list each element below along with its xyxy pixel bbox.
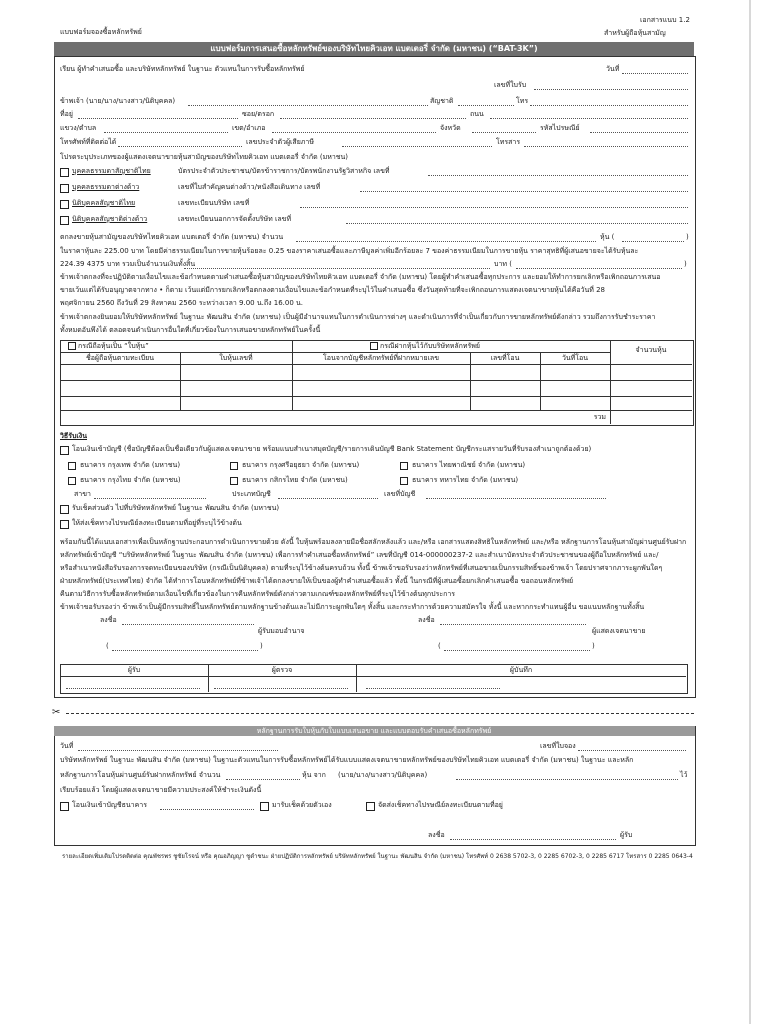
receipt-line-2-end: ไว้ [680, 771, 688, 779]
bank-bay-checkbox[interactable] [230, 462, 238, 470]
receipt-sign-label: ลงชื่อ [428, 831, 445, 839]
staff-col-recorder: ผู้บันทึก [509, 666, 533, 674]
total-amount-text: 224.39 4375 บาท รวมเป็นจำนวนเงินทั้งสิ้น [60, 260, 196, 268]
branch-field[interactable] [94, 498, 206, 499]
receipt-quantity-unit: หุ้น จาก [302, 771, 326, 779]
bank-bay-label: ธนาคาร กรุงศรีอยุธยา จำกัด (มหาชน) [242, 461, 360, 469]
agent-signature-field[interactable] [122, 624, 254, 625]
tel-label: โทร [516, 97, 529, 105]
receipt-transfer-label: โอนเงินเข้าบัญชีธนาคาร [72, 801, 147, 809]
staff-receiver-field[interactable] [66, 688, 200, 689]
type-label-foreign-juristic: นิติบุคคลสัญชาติต่างด้าว [72, 215, 148, 223]
scan-edge [749, 0, 751, 1024]
col-header-transfer-no: เลขที่โอน [490, 354, 520, 362]
province-label: จังหวัด [440, 124, 461, 132]
bank-kbank-checkbox[interactable] [230, 477, 238, 485]
sell-quantity-close: ) [686, 233, 689, 241]
sell-quantity-unit: หุ้น ( [600, 233, 615, 241]
receipt-holder-field[interactable] [456, 779, 678, 780]
receipt-holder-type: (นาย/นาง/นางสาว/นิติบุคคล) [338, 771, 428, 779]
seller-signature-field[interactable] [440, 624, 586, 625]
seller-sign-label: ลงชื่อ [418, 616, 435, 624]
share-certificate-checkbox[interactable] [68, 342, 76, 350]
receipt-mail-label: จัดส่งเช็คทางไปรษณีย์ลงทะเบียนตามที่อยู่ [378, 801, 503, 809]
price-text: ในราคาหุ้นละ 225.00 บาท โดยมีค่าธรรมเนียมในการขายหุ้นร้อยละ 0.25 ของราคาเสนอซื้อและภาษีมูลค่าเพิ่มอีกร้อยละ 7 ของค่าธรรมเนียมในการขายหุ้น ราคาสุทธิที่ผู้เสนอขายจะได้รับหุ้นละ [60, 247, 639, 255]
type-desc-thai-individual: บัตรประจำตัวประชาชน/บัตรข้าราชการ/บัตรพนักงานรัฐวิสาหกิจ เลขที่ [178, 167, 390, 175]
receipt-no-field[interactable] [578, 750, 686, 751]
tel-field[interactable] [530, 105, 688, 106]
branch-label: สาขา [74, 490, 91, 498]
agent-sign-label: ลงชื่อ [100, 616, 117, 624]
share-table-col-2 [292, 340, 293, 410]
payment-pickup-label: รับเช็คส่วนตัว ไปที่บริษัทหลักทรัพย์ ในฐานะ พัฒนสิน จำกัด (มหาชน) [72, 504, 280, 512]
seller-name-close: ) [592, 642, 595, 650]
bank-scb-checkbox[interactable] [400, 462, 408, 470]
postcode-field[interactable] [590, 132, 688, 133]
subdistrict-label: แขวง/ตำบล [60, 124, 97, 132]
share-table-row-line-1 [60, 380, 692, 381]
receipt-line-1: บริษัทหลักทรัพย์ ในฐานะ พัฒนสิน จำกัด (มหาชน) ในฐานะตัวแทนในการรับซื้อหลักทรัพย์ได้รับแบบแสดงเจตนาขายหลักทรัพย์ของบริษัทไทยคิวเอท แบตเตอรี่ จำกัด (มหาชน) ในฐานะ และหลัก [60, 756, 634, 764]
type-field-thai-juristic[interactable] [300, 207, 688, 208]
total-amount-words-field[interactable] [516, 268, 682, 269]
subdistrict-field[interactable] [104, 132, 228, 133]
account-type-label: ประเภทบัญชี [232, 490, 271, 498]
type-prompt: โปรดระบุประเภทของผู้แสดงเจตนาขายหุ้นสามัญของบริษัทไทยคิวเอท แบตเตอรี่ จำกัด (มหาชน) [60, 153, 349, 161]
declaration-line-3: หรือสำเนาหนังสือรับรองการจดทะเบียนของบริษัท (กรณีเป็นนิติบุคคล) ตามที่ระบุไว้ข้างต้นครบถ้วน ทั้งนี้ ข้าพเจ้าขอรับรองว่าหลักทรัพย์ที่เสนอขายเป็นกรรมสิทธิ์ของข้าพเจ้า โดยปราศจากภาระผูกพันใดๆ [60, 564, 663, 572]
terms-line-2: ขายเว้นแต่ได้รับอนุญาตจากทาง • ก็ตาม เว้นแต่มีการยกเลิกหรือตกลงตามเงื่อนไขและข้อกำหนดที่ระบุไว้ในคำเสนอซื้อ ซึ่งวันสุดท้ายที่จะเพิกถอนการแสดงเจตนาขายหุ้นได้คือวันที่ 28 [60, 286, 605, 294]
total-amount-close: ) [684, 260, 687, 268]
doc-number: เอกสารแนบ 1.2 [640, 16, 690, 24]
footer-contact: รายละเอียดเพิ่มเติมโปรดติดต่อ คุณพัชรพร ชูชัยโรจน์ หรือ คุณอภิญญา ชูดำชนะ ฝ่ายปฏิบัติการหลักทรัพย์ บริษัทหลักทรัพย์ ในฐานะ พัฒนสิน จำกัด (มหาชน) โทรศัพท์ 0 2638 5702-3, 0 2285 6702-3, 0 2285 6717 โทรสาร 0 2285 0643-4 [62, 853, 693, 860]
account-no-label: เลขที่บัญชี [384, 490, 416, 498]
road-label: ถนน [470, 110, 484, 118]
type-checkbox-thai-individual[interactable] [60, 168, 69, 177]
scissors-icon: ✂ [52, 707, 61, 718]
type-label-foreign-individual: บุคคลธรรมดาต่างด้าว [72, 183, 140, 191]
bank-ktb-checkbox[interactable] [68, 477, 76, 485]
nationality-field[interactable] [458, 105, 514, 106]
payment-pickup-checkbox[interactable] [60, 505, 69, 514]
sell-quantity-field[interactable] [296, 241, 596, 242]
fax-label: โทรสาร [496, 138, 521, 146]
share-table-header-line [60, 364, 692, 365]
declaration-line-2: หลักทรัพย์เข้าบัญชี “บริษัทหลักทรัพย์ ในฐานะ พัฒนสิน จำกัด (มหาชน) เพื่อการทำคำเสนอซื้อหลักทรัพย์” เลขที่บัญชี 014-000000237-2 และสำเนาบัตรประจำตัวประชาชนของผู้ถือใบหลักทรัพย์ และ/ [60, 551, 659, 559]
type-field-foreign-individual[interactable] [360, 191, 688, 192]
type-desc-foreign-individual: เลขที่ใบสำคัญคนต่างด้าว/หนังสือเดินทาง เลขที่ [178, 183, 321, 191]
share-table-row-line-2 [60, 396, 692, 397]
type-field-thai-individual[interactable] [428, 175, 688, 176]
bank-tmb-label: ธนาคาร ทหารไทย จำกัด (มหาชน) [412, 476, 519, 484]
name-label: ข้าพเจ้า (นาย/นาง/นางสาว/นิติบุคคล) [60, 97, 176, 105]
share-table-row-line-3 [60, 410, 692, 411]
scripless-label: กรณีฝากหุ้นไว้กับบริษัทหลักทรัพย์ [380, 342, 480, 350]
declaration-line-6: ข้าพเจ้าขอรับรองว่า ข้าพเจ้าเป็นผู้มีกรรมสิทธิ์ในหลักทรัพย์ตามหลักฐานข้างต้นและไม่มีภาระผูกพันใดๆ ทั้งสิ้น และกระทำการด้วยความสมัครใจ ทั้งนี้ และหากกระทำแทนผู้อื่น ขอแนบหลักฐานทั้งสิ้น [60, 603, 645, 611]
payment-transfer-checkbox[interactable] [60, 446, 69, 455]
total-amount-unit: บาท ( [494, 260, 512, 268]
receipt-transfer-checkbox[interactable] [60, 802, 69, 811]
bank-kbank-label: ธนาคาร กสิกรไทย จำกัด (มหาชน) [242, 476, 348, 484]
payment-mail-label: ให้ส่งเช็คทางไปรษณีย์ลงทะเบียนตามที่อยู่ที่ระบุไว้ข้างต้น [72, 519, 242, 527]
col-header-certificate-no: ใบหุ้นเลขที่ [219, 354, 253, 362]
receipt-signature-field[interactable] [450, 839, 616, 840]
receipt-mail-checkbox[interactable] [366, 802, 375, 811]
staff-recorder-field[interactable] [366, 688, 500, 689]
type-field-foreign-juristic[interactable] [346, 223, 688, 224]
receipt-line-2: หลักฐานการโอนหุ้นผ่านศูนย์รับฝากหลักทรัพย์ จำนวน [60, 771, 221, 779]
agent-name-open: ( [106, 642, 109, 650]
type-checkbox-foreign-juristic[interactable] [60, 216, 69, 225]
col-header-transfer-date: วันที่โอน [561, 354, 589, 362]
seller-name-open: ( [438, 642, 441, 650]
type-desc-thai-juristic: เลขทะเบียนบริษัท เลขที่ [178, 199, 250, 207]
declaration-line-4: ฝ่ายหลักทรัพย์(ประเทศไทย) จำกัด ได้ทำการโอนหลักทรัพย์ที่ข้าพเจ้าได้ตกลงขายให้เป็นของผู้ทำคำเสนอซื้อแล้ว ทั้งนี้ ในกรณีที่ผู้เสนอซื้อยกเลิกคำเสนอซื้อ ขอถอนหลักทรัพย์ [60, 577, 574, 585]
account-no-field[interactable] [426, 498, 606, 499]
share-table-group-line [60, 352, 610, 353]
share-certificate-label: กรณีถือหุ้นเป็น “ใบหุ้น” [78, 342, 149, 350]
payment-heading: วิธีรับเงิน [60, 432, 88, 440]
type-label-thai-juristic: นิติบุคคลสัญชาติไทย [72, 199, 136, 207]
type-desc-foreign-juristic: เลขทะเบียนนอกการจัดตั้งบริษัท เลขที่ [178, 215, 292, 223]
submission-no-label: เลขที่ใบรับ [494, 81, 527, 89]
receipt-bank-field[interactable] [160, 809, 254, 810]
seller-label: ผู้แสดงเจตนาขาย [592, 627, 646, 635]
col-header-transfer-account: โอนจากบัญชีหลักทรัพย์ที่ฝากหมายเลข [322, 354, 440, 362]
receipt-date-label: วันที่ [60, 742, 74, 750]
postcode-label: รหัสไปรษณีย์ [540, 124, 580, 132]
declaration-line-5: คืนตามวิธีการรับซื้อหลักทรัพย์ตามเงื่อนไขที่เกี่ยวข้องในการคืนหลักทรัพย์ดังกล่าวตามเกณฑ์ของหลักทรัพย์ที่ระบุไว้ข้างต้นทุกประการ [60, 590, 456, 598]
col-header-share-count: จำนวนหุ้น [635, 346, 667, 354]
staff-checker-field[interactable] [214, 688, 348, 689]
contact-tel-field[interactable] [118, 146, 242, 147]
bank-scb-label: ธนาคาร ไทยพาณิชย์ จำกัด (มหาชน) [412, 461, 526, 469]
receipt-no-label: เลขที่ใบจอง [540, 742, 576, 750]
district-label: เขต/อำเภอ [232, 124, 266, 132]
receipt-pickup-checkbox[interactable] [260, 802, 269, 811]
receipt-title: หลักฐานการรับใบหุ้นกับใบแบบเสนอขาย และแบบตอบรับคำเสนอซื้อหลักทรัพย์ [256, 727, 492, 735]
type-checkbox-thai-juristic[interactable] [60, 200, 69, 209]
submission-no-field[interactable] [534, 89, 688, 90]
shareholder-label: สำหรับผู้ถือหุ้นสามัญ [604, 29, 666, 37]
form-title: แบบฟอร์มการเสนอซื้อหลักทรัพย์ของบริษัทไทยคิวเอท แบตเตอรี่ จำกัด (มหาชน) (“BAT-3K”) [54, 42, 694, 56]
road-field[interactable] [490, 118, 688, 119]
receipt-line-3: เรียบร้อยแล้ว โดยผู้แสดงเจตนาขายมีความประสงค์ให้ชำระเงินดังนี้ [60, 786, 262, 794]
tax-id-label: เลขประจำตัวผู้เสียภาษี [246, 138, 314, 146]
type-checkbox-foreign-individual[interactable] [60, 184, 69, 193]
sell-quantity-text: ตกลงขายหุ้นสามัญของบริษัทไทยคิวเอท แบตเตอรี่ จำกัด (มหาชน) จำนวน [60, 233, 284, 241]
agent-name-close: ) [260, 642, 263, 650]
type-label-thai-individual: บุคคลธรรมดาสัญชาติไทย [72, 167, 151, 175]
scripless-checkbox[interactable] [370, 342, 378, 350]
col-header-holder-name: ชื่อผู้ถือหุ้นตามทะเบียน [85, 354, 155, 362]
bank-bbl-label: ธนาคาร กรุงเทพ จำกัด (มหาชน) [80, 461, 181, 469]
receipt-receiver-label: ผู้รับ [620, 831, 633, 839]
cut-line [66, 713, 694, 714]
terms-line-5: ทั้งหมดอันพึงได้ ตลอดจนดำเนินการอื่นใดที่เกี่ยวข้องในการเสนอขายหลักทรัพย์ในครั้งนี้ [60, 326, 321, 334]
staff-col-checker: ผู้ตรวจ [271, 666, 293, 674]
agent-label: ผู้รับมอบอำนาจ [258, 627, 305, 635]
seller-name-field[interactable] [444, 650, 590, 651]
date-field[interactable] [622, 73, 688, 74]
name-field[interactable] [188, 105, 428, 106]
staff-col-receiver: ผู้รับ [127, 666, 141, 674]
account-type-field[interactable] [278, 498, 378, 499]
form-label: แบบฟอร์มจองซื้อหลักทรัพย์ [60, 28, 142, 36]
soi-field[interactable] [280, 118, 466, 119]
contact-tel-label: โทรศัพท์ที่ติดต่อได้ [60, 138, 117, 146]
soi-label: ซอย/ตรอก [242, 110, 275, 118]
receipt-date-field[interactable] [78, 750, 278, 751]
total-amount-field[interactable] [184, 268, 490, 269]
receipt-quantity-field[interactable] [226, 779, 300, 780]
terms-line-1: ข้าพเจ้าตกลงที่จะปฏิบัติตามเงื่อนไขและข้อกำหนดตามคำเสนอซื้อหุ้นสามัญของบริษัทไทยคิวเอท แบตเตอรี่ จำกัด (มหาชน) โดยผู้ทำคำเสนอซื้อทุกประการ และยอมให้ทำการยกเลิกหรือเพิกถอนการเสนอ [60, 273, 661, 281]
address-field[interactable] [78, 118, 238, 119]
total-row-label: รวม [593, 413, 606, 421]
terms-line-3: พฤศจิกายน 2560 ถึงวันที่ 29 สิงหาคม 2560 ระหว่างเวลา 9.00 น.ถึง 16.00 น. [60, 299, 304, 307]
tax-id-field[interactable] [342, 146, 492, 147]
nationality-label: สัญชาติ [430, 97, 454, 105]
sell-quantity-words-field[interactable] [622, 241, 684, 242]
province-field[interactable] [472, 132, 536, 133]
terms-line-4: ข้าพเจ้าตกลงยินยอมให้บริษัทหลักทรัพย์ ในฐานะ พัฒนสิน จำกัด (มหาชน) เป็นผู้มีอำนาจแทนในการดำเนินการต่างๆ และดำเนินการที่จำเป็นเกี่ยวกับการขายหลักทรัพย์ดังกล่าว รวมถึงการรับชำระราคา [60, 313, 656, 321]
staff-table-header-line [60, 676, 686, 677]
payment-transfer-label: โอนเงินเข้าบัญชี (ชื่อบัญชีต้องเป็นชื่อเดียวกับผู้แสดงเจตนาขาย พร้อมแนบสำเนาสมุดบัญชี/รายการเดินบัญชี Bank Statement บัญชีกระแสรายวันที่รับรองสำเนาถูกต้องด้วย) [72, 445, 592, 453]
date-label: วันที่ [606, 65, 620, 73]
agent-name-field[interactable] [112, 650, 258, 651]
payment-mail-checkbox[interactable] [60, 520, 69, 529]
bank-ktb-label: ธนาคาร กรุงไทย จำกัด (มหาชน) [80, 476, 181, 484]
address-label: ที่อยู่ [60, 110, 73, 118]
receipt-pickup-label: มารับเช็คด้วยตัวเอง [272, 801, 332, 809]
bank-tmb-checkbox[interactable] [400, 477, 408, 485]
declaration-line-1: พร้อมกันนี้ได้แนบเอกสารเพื่อเป็นหลักฐานประกอบการดำเนินการขายด้วย ดังนี้ ใบหุ้นพร้อมลงลายมือชื่อสลักหลังแล้ว และ/หรือ เอกสารแสดงสิทธิในหลักทรัพย์ และ/หรือ หลักฐานการโอนหุ้นสามัญผ่านศูนย์รับฝาก [60, 538, 687, 546]
addressee: เรียน ผู้ทำคำเสนอซื้อ และบริษัทหลักทรัพย์ ในฐานะ ตัวแทนในการรับซื้อหลักทรัพย์ [60, 65, 305, 73]
fax-field[interactable] [524, 146, 688, 147]
bank-bbl-checkbox[interactable] [68, 462, 76, 470]
district-field[interactable] [272, 132, 436, 133]
